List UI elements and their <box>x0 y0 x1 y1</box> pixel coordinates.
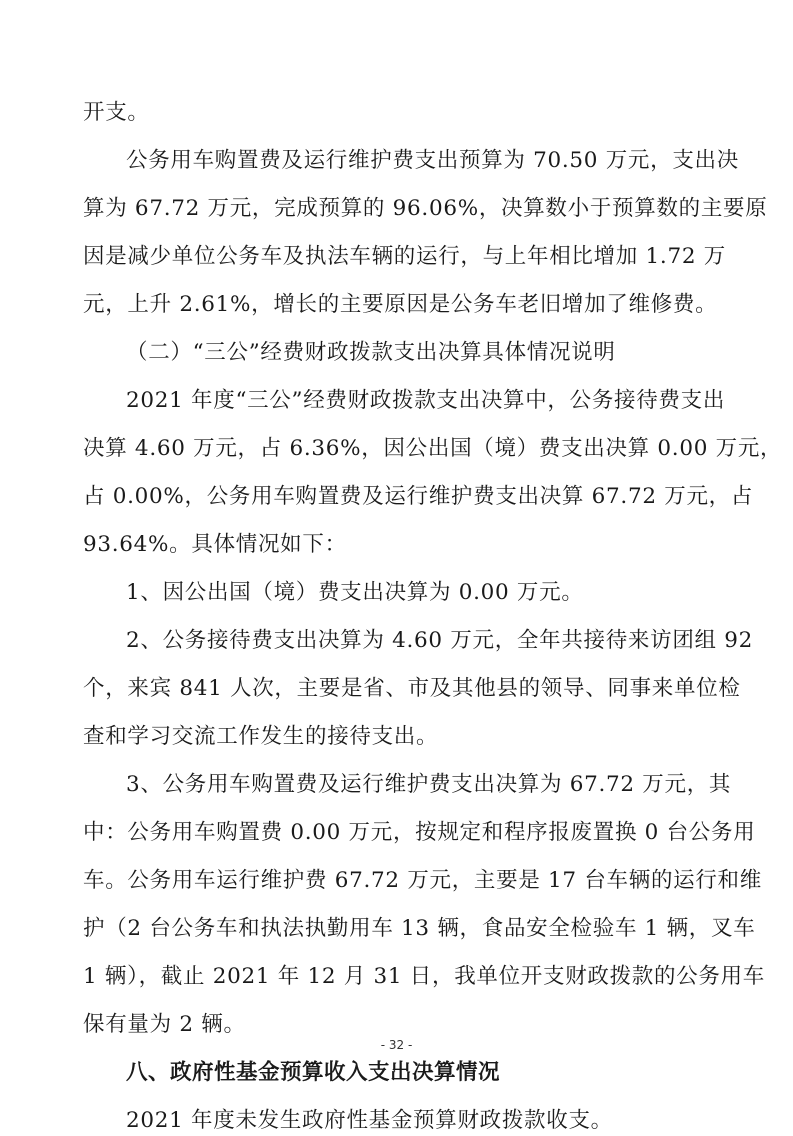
text-line: 元，上升 2.61%，增长的主要原因是公务车老旧增加了维修费。 <box>83 292 718 317</box>
text-line: 93.64%。具体情况如下： <box>83 532 347 557</box>
text-line: 2021 年度“三公”经费财政拨款支出决算中，公务接待费支出 <box>126 388 726 413</box>
text-line: 1 辆），截止 2021 年 12 月 31 日，我单位开支财政拨款的公务用车 <box>83 964 766 989</box>
text-line: 车。公务用车运行维护费 67.72 万元，主要是 17 台车辆的运行和维 <box>83 868 762 893</box>
list-item: 1、因公出国（境）费支出决算为 0.00 万元。 <box>126 580 584 605</box>
text-line: 开支。 <box>83 100 150 125</box>
text-line: 因是减少单位公务车及执法车辆的运行，与上年相比增加 1.72 万 <box>83 244 726 269</box>
page-number: - 32 - <box>380 1038 413 1052</box>
section-subheading: （二）“三公”经费财政拨款支出决算具体情况说明 <box>126 340 616 365</box>
list-item: 3、公务用车购置费及运行维护费支出决算为 67.72 万元，其 <box>126 772 732 797</box>
text-line: 中：公务用车购置费 0.00 万元，按规定和程序报废置换 0 台公务用 <box>83 820 756 845</box>
text-line: 查和学习交流工作发生的接待支出。 <box>83 724 439 749</box>
text-line: 算为 67.72 万元，完成预算的 96.06%，决算数小于预算数的主要原 <box>83 196 768 221</box>
text-line: 决算 4.60 万元，占 6.36%，因公出国（境）费支出决算 0.00 万元， <box>83 436 783 461</box>
text-line: 占 0.00%，公务用车购置费及运行维护费支出决算 67.72 万元，占 <box>83 484 754 509</box>
text-line: 保有量为 2 辆。 <box>83 1012 246 1037</box>
list-item: 2、公务接待费支出决算为 4.60 万元，全年共接待来访团组 92 <box>126 628 754 653</box>
text-line: 护（2 台公务车和执法执勤用车 13 辆，食品安全检验车 1 辆，叉车 <box>83 916 756 941</box>
text-line: 公务用车购置费及运行维护费支出预算为 70.50 万元，支出决 <box>126 148 739 173</box>
text-line: 个，来宾 841 人次，主要是省、市及其他县的领导、同事来单位检 <box>83 676 741 701</box>
text-line: 2021 年度未发生政府性基金预算财政拨款收支。 <box>126 1108 613 1133</box>
section-heading: 八、政府性基金预算收入支出决算情况 <box>126 1060 501 1085</box>
